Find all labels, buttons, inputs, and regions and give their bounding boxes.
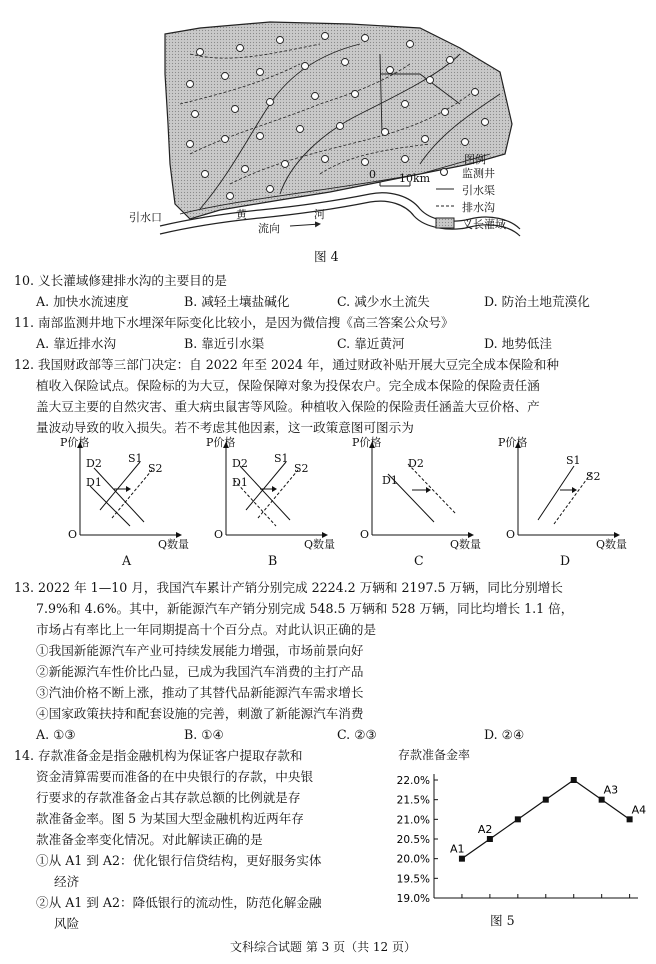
river-label-1: 黄 bbox=[236, 208, 247, 221]
page-footer: 文科综合试题 第 3 页（共 12 页） bbox=[230, 940, 416, 954]
data-point bbox=[515, 816, 521, 822]
q10-stem: 10. 义长灌域修建排水沟的主要目的是 bbox=[14, 273, 227, 288]
y-tick-label: 19.0% bbox=[396, 893, 430, 905]
q14-line-9: 风险 bbox=[54, 916, 80, 931]
q11-option-b: B. 靠近引水渠 bbox=[184, 336, 265, 351]
y-tick-label: 21.0% bbox=[396, 814, 430, 827]
scale-label: 10km bbox=[399, 172, 431, 185]
y-tick-label: 22.0% bbox=[396, 775, 430, 787]
legend-item-canal: 引水渠 bbox=[462, 184, 495, 197]
graph-a: P价格 D2 S1 D1 S2 O Q数量 A bbox=[60, 436, 190, 568]
q10-option-c: C. 减少水土流失 bbox=[337, 294, 430, 309]
q14-line-6: ①从 A1 到 A2：优化银行信贷结构，更好服务实体 bbox=[36, 853, 322, 868]
q13-line-4: ①我国新能源汽车产业可持续发展能力增强，市场前景向好 bbox=[36, 643, 364, 658]
data-point bbox=[543, 797, 549, 803]
point-label: A1 bbox=[449, 842, 465, 856]
graph-c-letter: C bbox=[414, 553, 424, 568]
q14-line-4: 款准备金率。图 5 为某国大型金融机构近两年存 bbox=[36, 811, 304, 826]
data-point bbox=[459, 856, 465, 862]
q12-line-2: 植收入保险试点。保险标的为大豆，保险保障对象为投保农户。完全成本保险的保险责任涵 bbox=[36, 378, 540, 393]
q14-line-1: 14. 存款准备金是指金融机构为保证客户提取存款和 bbox=[14, 748, 303, 763]
legend-item-well: 监测井 bbox=[462, 167, 495, 180]
q11-option-d: D. 地势低洼 bbox=[484, 336, 553, 351]
q13-line-7: ④国家政策扶持和配套设施的完善，刺激了新能源汽车消费 bbox=[36, 706, 364, 721]
point-label: A3 bbox=[603, 783, 619, 797]
y-tick-label: 20.0% bbox=[396, 853, 430, 866]
q13-line-6: ③汽油价格不断上涨，推动了其替代品新能源汽车需求增长 bbox=[36, 685, 364, 700]
legend-item-ditch: 排水沟 bbox=[462, 201, 495, 214]
q14-line-3: 行要求的存款准备金占其存款总额的比例就是存 bbox=[36, 790, 301, 805]
intake-label: 引水口 bbox=[129, 211, 162, 224]
graph-a-letter: A bbox=[122, 553, 132, 568]
q14-line-8: ②从 A1 到 A2：降低银行的流动性，防范化解金融 bbox=[36, 895, 322, 910]
legend-title: 图例 bbox=[464, 153, 486, 166]
legend-item-area: 义长灌域 bbox=[462, 218, 506, 231]
q10-option-b: B. 减轻土壤盐碱化 bbox=[184, 294, 290, 309]
q13-option-a: A. ①③ bbox=[36, 727, 76, 742]
q13-option-d: D. ②④ bbox=[484, 727, 525, 742]
river-label-2: 河 bbox=[314, 208, 325, 221]
point-label: A4 bbox=[631, 803, 647, 817]
graph-d-letter: D bbox=[560, 553, 571, 568]
point-label: A2 bbox=[477, 823, 493, 836]
graph-c: P价格 D2 D1 O Q数量 C bbox=[352, 436, 482, 568]
flow-label: 流向 bbox=[258, 222, 280, 235]
q11-option-c: C. 靠近黄河 bbox=[337, 336, 405, 351]
q14-line-7: 经济 bbox=[54, 874, 80, 889]
figure-4-caption: 图 4 bbox=[314, 249, 339, 264]
graph-b: P价格 D2 S1 D1 S2 O Q数量 B bbox=[206, 436, 336, 568]
y-tick-label: 20.5% bbox=[396, 834, 430, 846]
reserve-ratio-chart bbox=[388, 768, 648, 908]
irrigation-area bbox=[165, 22, 512, 219]
scale-zero: 0 bbox=[369, 168, 376, 181]
q12-line-4: 量波动导致的收入损失。若不考虑其他因素，这一政策意图可图示为 bbox=[36, 420, 414, 435]
q13-option-b: B. ①④ bbox=[184, 727, 224, 742]
y-tick-label: 19.5% bbox=[396, 873, 430, 886]
data-point bbox=[627, 816, 633, 822]
data-point bbox=[487, 836, 493, 842]
figure-5-caption: 图 5 bbox=[490, 913, 515, 928]
q14-line-5: 款准备金率变化情况。对此解读正确的是 bbox=[36, 832, 263, 847]
graph-d: P价格 S1 S2 O Q数量 D bbox=[498, 436, 628, 568]
q13-line-1: 13. 2022 年 1—10 月，我国汽车累计产销分别完成 2224.2 万辆和 2197.5 万辆，同比分别增长 bbox=[14, 580, 563, 595]
q13-option-c: C. ②③ bbox=[337, 727, 377, 742]
data-point bbox=[599, 797, 605, 803]
q11-stem: 11. 南部监测井地下水埋深年际变化比较小，是因为微信搜《高三答案公众号》 bbox=[14, 315, 454, 330]
q11-option-a: A. 靠近排水沟 bbox=[36, 336, 117, 351]
y-tick-label: 21.5% bbox=[396, 794, 430, 807]
q13-line-2: 7.9%和 4.6%。其中，新能源汽车产销分别完成 548.5 万辆和 528 万辆，同比均增长 1.1 倍， bbox=[36, 601, 574, 616]
graph-b-letter: B bbox=[268, 553, 278, 568]
q12-line-3: 盖大豆主要的自然灾害、重大病虫鼠害等风险。种植收入保险的保险责任涵盖大豆价格、产 bbox=[36, 399, 540, 414]
q13-line-3: 市场占有率比上一年同期提高十个百分点。对此认识正确的是 bbox=[36, 622, 377, 637]
q13-line-5: ②新能源汽车性价比凸显，已成为我国汽车消费的主打产品 bbox=[36, 664, 364, 679]
q12-line-1: 12. 我国财政部等三部门决定：自 2022 年至 2024 年，通过财政补贴开展大豆完全成本保险和种 bbox=[14, 357, 559, 372]
q14-line-2: 资金清算需要而准备的在中央银行的存款，中央银 bbox=[36, 769, 314, 784]
q10-option-a: A. 加快水流速度 bbox=[36, 294, 129, 309]
chart-title: 存款准备金率 bbox=[398, 748, 471, 762]
q10-option-d: D. 防治土地荒漠化 bbox=[484, 294, 590, 309]
data-point bbox=[571, 777, 577, 783]
